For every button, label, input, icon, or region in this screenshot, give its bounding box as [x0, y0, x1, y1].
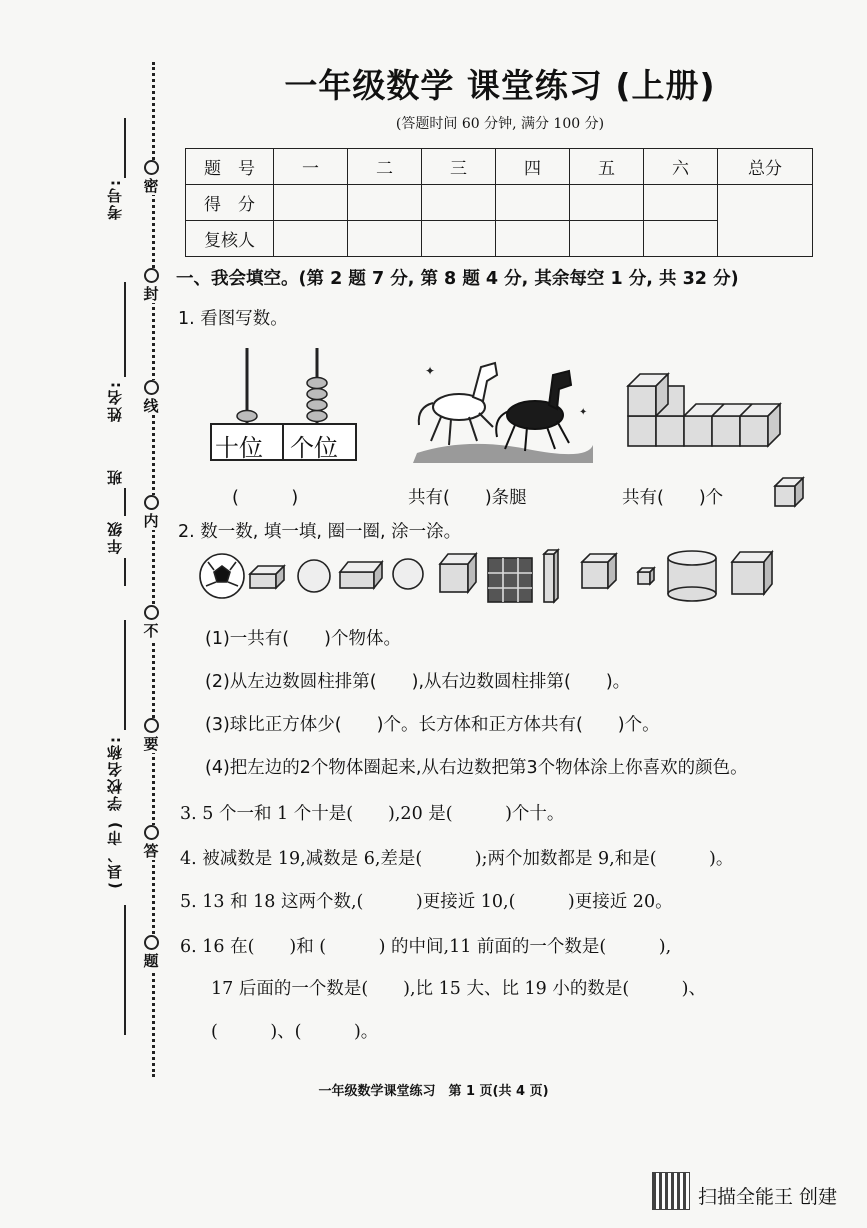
score-row-numbers [186, 149, 813, 185]
question-5[interactable]: 5. 13 和 18 这两个数,( )更接近 10,( )更接近 20。 [180, 892, 673, 912]
class-label: 班 [106, 468, 124, 485]
binding-word-1: 密 [139, 160, 163, 195]
col-header: 一 [274, 149, 348, 185]
reviewer-cell[interactable] [348, 221, 422, 257]
row-label: 题 号 [186, 149, 274, 185]
exam-number-label: 考号: [106, 178, 124, 220]
reviewer-cell[interactable] [570, 221, 644, 257]
reviewer-cell[interactable] [274, 221, 348, 257]
school-rule [124, 620, 126, 730]
exam-number-rule [124, 118, 126, 178]
reviewer-cell[interactable] [644, 221, 718, 257]
binding-word-4: 内 [139, 495, 163, 530]
small-cube-icon [773, 476, 805, 508]
qr-code-icon [652, 1172, 690, 1210]
section-heading: 一、我会填空。(第 2 题 7 分, 第 8 题 4 分, 其余每空 1 分, 共 32 分) [176, 269, 739, 289]
question-1-label: 1. 看图写数。 [178, 309, 288, 329]
question-4[interactable]: 4. 被减数是 19,减数是 6,差是( );两个加数都是 9,和是( )。 [180, 849, 734, 869]
name-rule [124, 282, 126, 377]
q2-sub1[interactable]: (1)一共有( )个物体。 [205, 629, 401, 649]
solids-row-image [198, 548, 778, 606]
score-row-score [186, 185, 813, 221]
q2-sub3[interactable]: (3)球比正方体少( )个。长方体和正方体共有( )个。 [205, 715, 660, 735]
horses-image [407, 345, 595, 465]
page-title: 一年级数学 课堂练习 (上册) [284, 66, 716, 105]
score-cell[interactable] [348, 185, 422, 221]
page-subtitle: (答题时间 60 分钟, 满分 100 分) [395, 116, 605, 132]
score-cell[interactable] [644, 185, 718, 221]
abacus-ones-label: 个位 [290, 434, 338, 462]
scanner-watermark: 扫描全能王 创建 [698, 1186, 838, 1208]
binding-dotted-line [152, 62, 155, 1077]
cube-stack-image [622, 368, 784, 452]
class-rule [124, 488, 126, 516]
q2-sub4[interactable]: (4)把左边的2个物体圈起来,从右边数把第3个物体涂上你喜欢的颜色。 [205, 758, 748, 778]
question-2-label: 2. 数一数, 填一填, 圈一圈, 涂一涂。 [178, 522, 462, 542]
row-label: 复核人 [186, 221, 274, 257]
binding-word-7: 答 [139, 825, 163, 860]
question-6-line-2[interactable]: 17 后面的一个数是( ),比 15 大、比 19 小的数是( )、 [211, 979, 706, 999]
binding-word-5: 不 [139, 605, 163, 640]
school-label: 学校名称: [106, 735, 124, 811]
binding-word-2: 封 [139, 268, 163, 303]
score-cell[interactable] [496, 185, 570, 221]
svg-text:✦: ✦ [425, 364, 436, 378]
col-header: 三 [422, 149, 496, 185]
question-3[interactable]: 3. 5 个一和 1 个十是( ),20 是( )个十。 [180, 804, 565, 824]
question-6-line-3[interactable]: ( )、( )。 [211, 1022, 379, 1042]
q2-sub2[interactable]: (2)从左边数圆柱排第( ),从右边数圆柱排第( )。 [205, 672, 631, 692]
binding-word-3: 线 [139, 380, 163, 415]
abacus-tens-label: 十位 [215, 434, 263, 462]
page-footer: 一年级数学课堂练习 第 1 页(共 4 页) [318, 1084, 549, 1099]
q1-blank-legs[interactable]: 共有( )条腿 [408, 488, 527, 508]
county-rule [124, 905, 126, 1035]
score-table [185, 148, 813, 257]
grade-label: 年级 [106, 520, 124, 554]
col-header: 六 [644, 149, 718, 185]
col-header: 二 [348, 149, 422, 185]
svg-text:✦: ✦ [579, 407, 588, 418]
binding-word-8: 题 [139, 935, 163, 970]
row-label: 得 分 [186, 185, 274, 221]
name-label: 姓名: [106, 380, 124, 422]
grade-rule [124, 558, 126, 586]
question-6-line-1[interactable]: 6. 16 在( )和 ( ) 的中间,11 前面的一个数是( ), [180, 937, 672, 957]
q1-blank-abacus[interactable]: ( ) [232, 488, 299, 508]
col-header: 五 [570, 149, 644, 185]
score-cell[interactable] [422, 185, 496, 221]
reviewer-cell[interactable] [496, 221, 570, 257]
score-cell[interactable] [274, 185, 348, 221]
col-header-total: 总分 [718, 149, 813, 185]
binding-word-6: 要 [139, 718, 163, 753]
score-cell[interactable] [570, 185, 644, 221]
q1-blank-cubes[interactable]: 共有( )个 [622, 488, 724, 508]
total-cell[interactable] [718, 185, 813, 257]
col-header: 四 [496, 149, 570, 185]
county-label: (县、市) [106, 820, 124, 889]
reviewer-cell[interactable] [422, 221, 496, 257]
